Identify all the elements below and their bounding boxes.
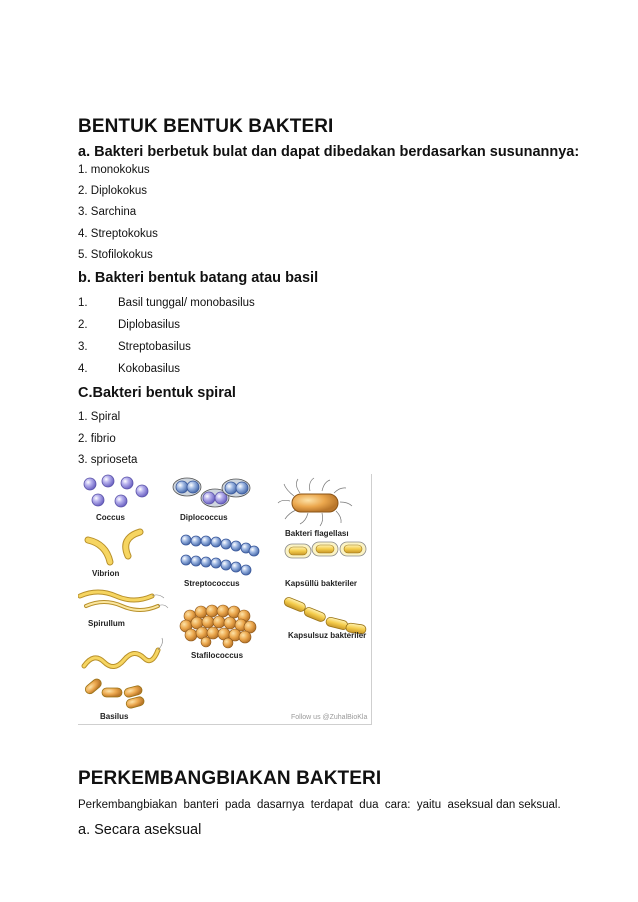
section-a-title: a. Bakteri berbetuk bulat dan dapat dibedakan berdasarkan susunannya: xyxy=(78,144,580,160)
spiral-illustration xyxy=(84,638,163,667)
label-vibrion: Vibrion xyxy=(92,569,120,578)
list-item-number: 4. xyxy=(78,363,88,375)
watermark-text: Follow us @ZuhalBioKla xyxy=(291,714,368,721)
list-item: 3. sprioseta xyxy=(78,454,138,466)
list-item: 1. monokokus xyxy=(78,164,150,176)
list-item xyxy=(78,319,378,333)
label-coccus: Coccus xyxy=(96,513,125,522)
heading-perkembangbiakan-bakteri: PERKEMBANGBIAKAN BAKTERI xyxy=(78,768,382,789)
list-item xyxy=(78,341,378,355)
heading-bentuk-bakteri: BENTUK BENTUK BAKTERI xyxy=(78,116,334,137)
paragraph-perkembangbiakan: Perkembangbiakan banteri pada dasarnya terdapat dua cara: yaitu aseksual dan seksual. xyxy=(78,799,561,811)
list-item xyxy=(78,363,378,377)
stafilococcus-illustration xyxy=(180,605,256,648)
vibrion-illustration xyxy=(88,532,140,562)
label-stafilococcus: Stafilococcus xyxy=(191,651,244,660)
non-encapsulated-bacteria-illustration xyxy=(283,596,367,634)
basilus-illustration xyxy=(84,677,145,709)
spirullum-illustration xyxy=(80,592,168,610)
list-item: 2. Diplokokus xyxy=(78,185,148,197)
bacteria-illustration xyxy=(78,474,371,724)
list-item-text: Diplobasilus xyxy=(118,319,181,331)
list-item-number: 3. xyxy=(78,341,88,353)
label-spirullum: Spirullum xyxy=(88,619,125,628)
encapsulated-bacteria-illustration xyxy=(285,542,366,558)
label-diplococcus: Diplococcus xyxy=(180,513,228,522)
list-item-text: Basil tunggal/ monobasilus xyxy=(118,297,255,309)
list-item-text: Streptobasilus xyxy=(118,341,191,353)
label-basilus: Basilus xyxy=(100,712,129,721)
label-kapsullu-bakteriler: Kapsüllü bakteriler xyxy=(285,579,358,588)
bacteria-shapes-figure xyxy=(78,474,372,725)
diplococcus-illustration xyxy=(173,478,250,507)
list-item: 5. Stofilokokus xyxy=(78,249,153,261)
coccus-illustration xyxy=(84,475,148,507)
list-item xyxy=(78,297,378,311)
label-streptococcus: Streptococcus xyxy=(184,579,240,588)
list-item: 3. Sarchina xyxy=(78,206,137,218)
list-item-number: 1. xyxy=(78,297,88,309)
list-item: 2. fibrio xyxy=(78,433,116,445)
flagellated-cell xyxy=(292,494,338,512)
subheading-secara-aseksual: a. Secara aseksual xyxy=(78,822,202,838)
list-item-text: Kokobasilus xyxy=(118,363,181,375)
list-item: 1. Spiral xyxy=(78,411,121,423)
streptococcus-illustration xyxy=(181,535,259,575)
section-b-title: b. Bakteri bentuk batang atau basil xyxy=(78,270,319,286)
list-item: 4. Streptokokus xyxy=(78,228,158,240)
section-c-title: C.Bakteri bentuk spiral xyxy=(78,385,236,401)
list-item-number: 2. xyxy=(78,319,88,331)
label-kapsulsuz-bakteriler: Kapsulsuz bakteriler xyxy=(288,631,367,640)
label-bakteri-flagellasi: Bakteri flagellası xyxy=(285,529,349,538)
